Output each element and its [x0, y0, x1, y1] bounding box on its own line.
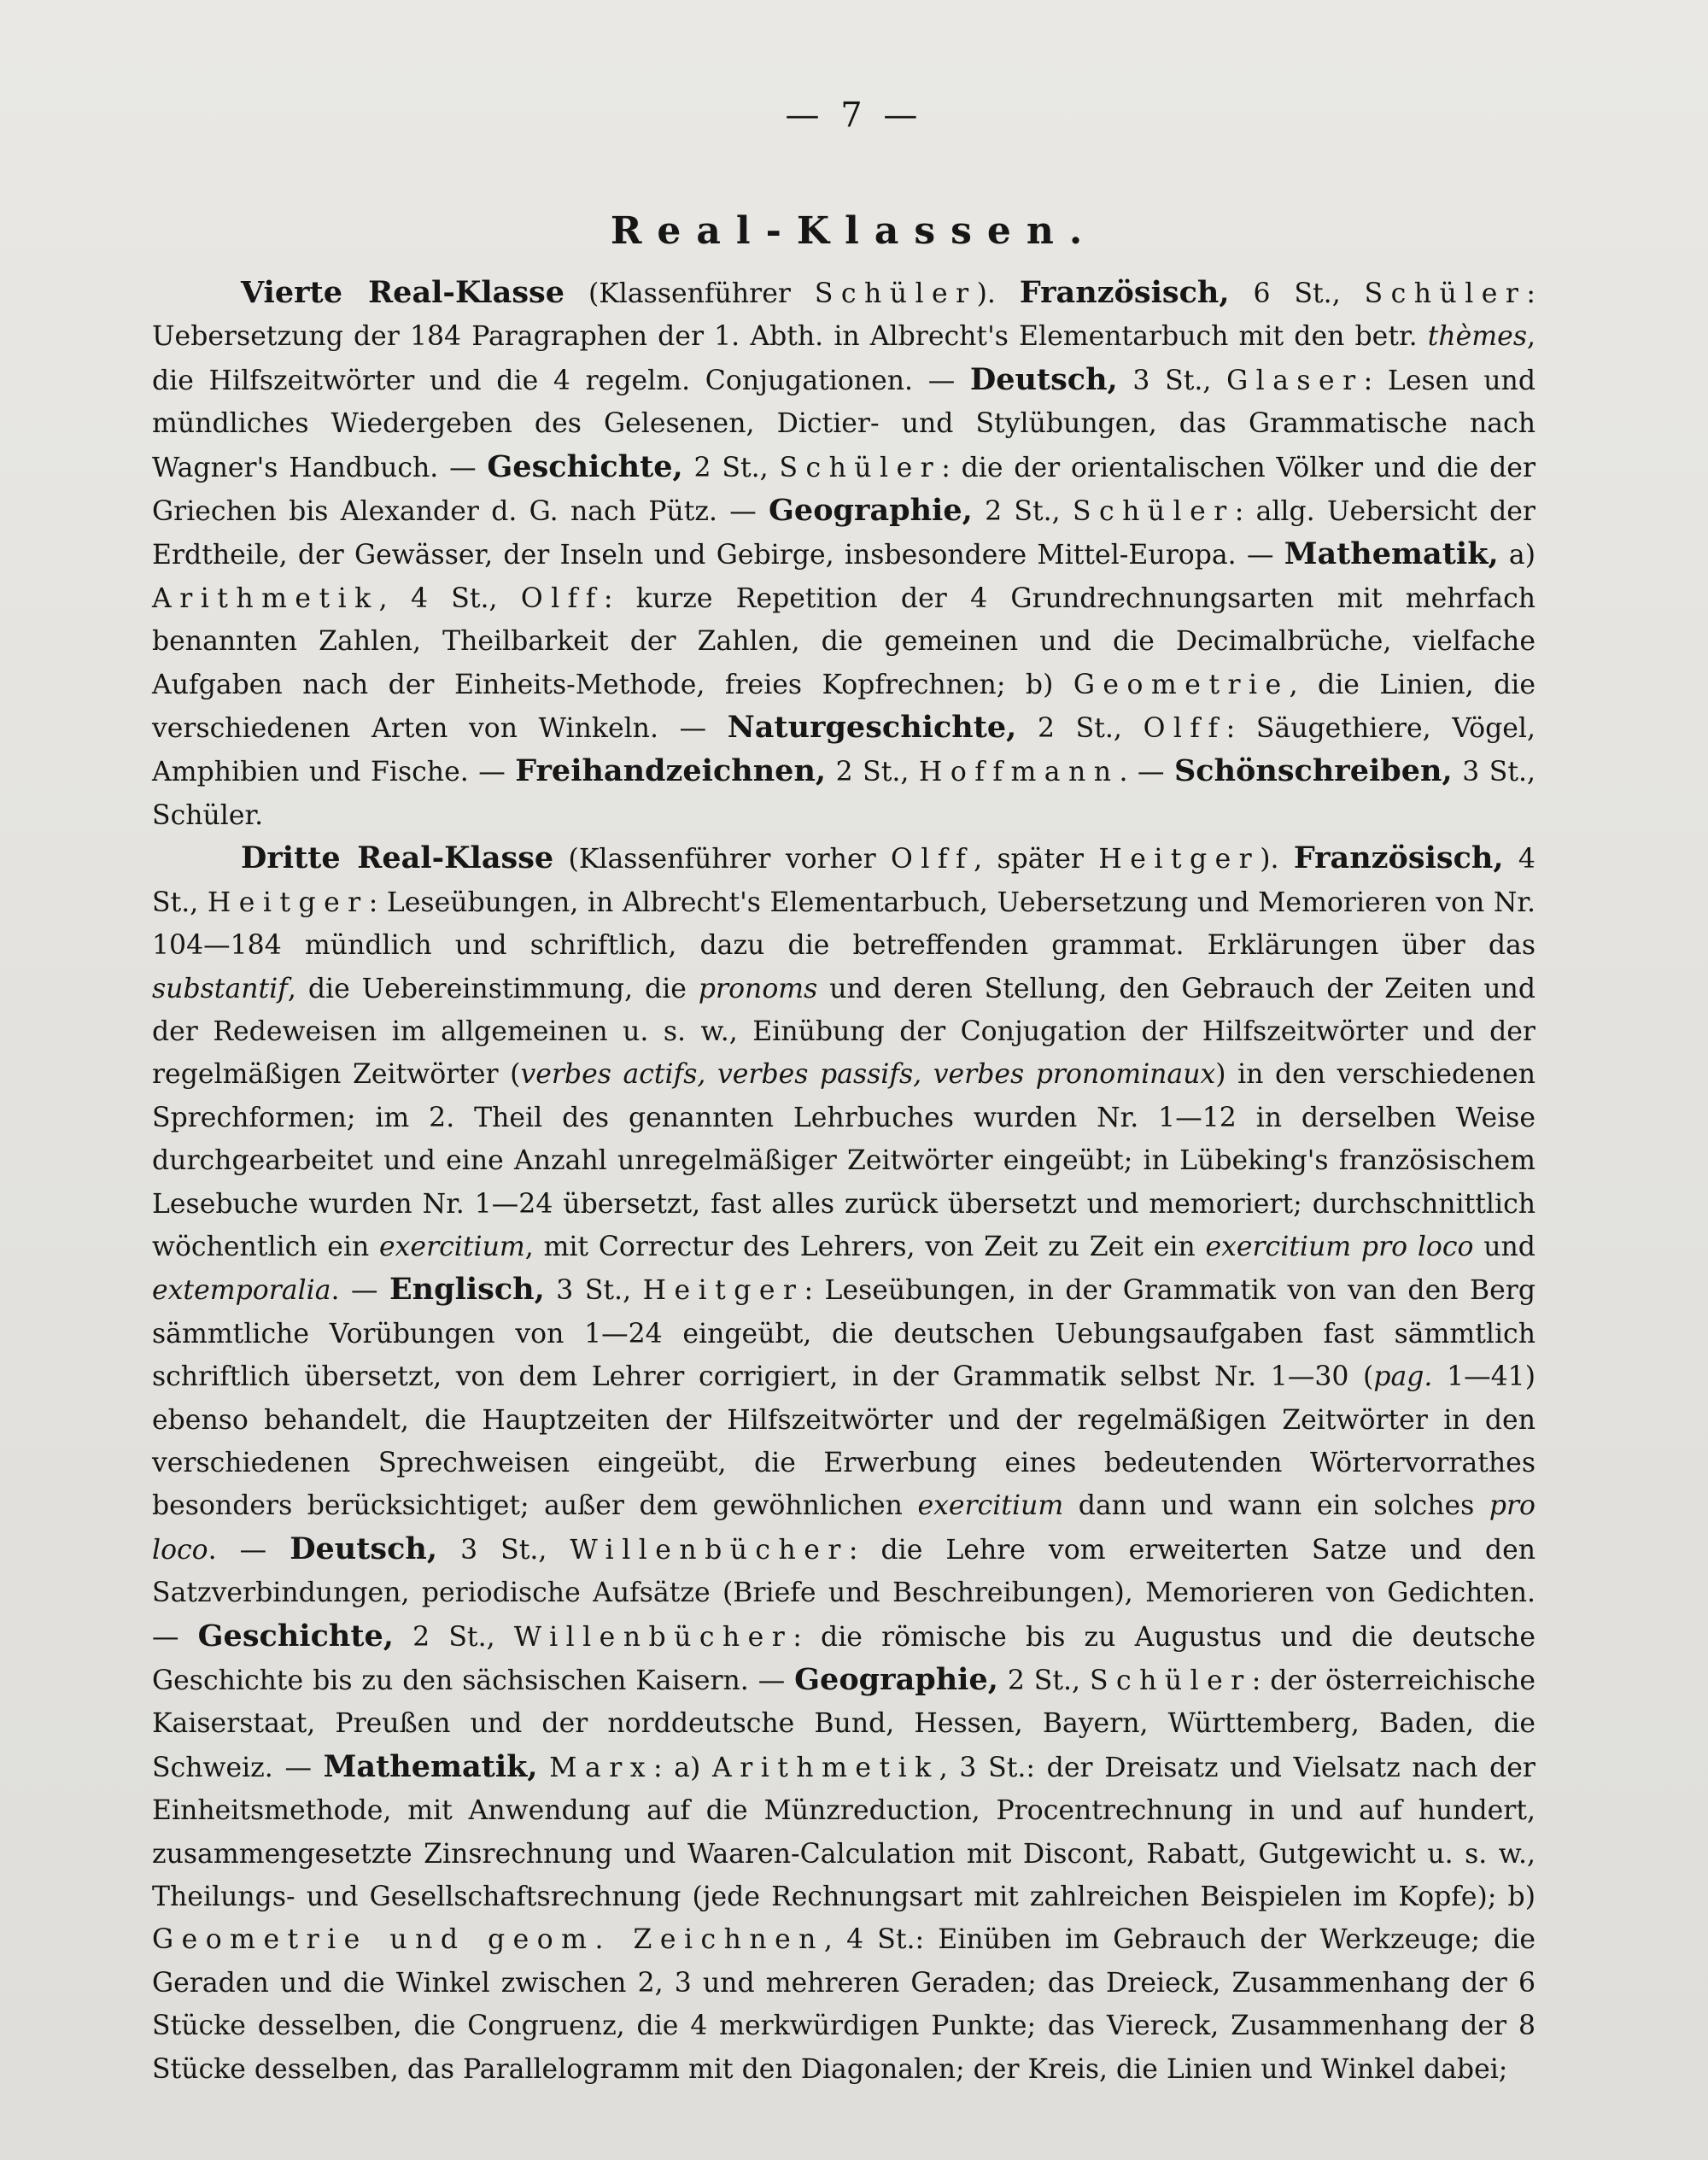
subject-heading: Deutsch,: [290, 1531, 438, 1566]
class-heading: Vierte Real-Klasse: [241, 275, 565, 310]
text-run: 3 St., Schüler.: [152, 757, 1535, 831]
text-run: 2 St.,: [972, 496, 1073, 528]
text-run: , die Hilfszeitwörter und die 4 regelm. Conjugationen. —: [152, 321, 1535, 396]
section-heading: Real-Klassen.: [610, 209, 1098, 253]
subject-heading: Freihandzeichnen,: [515, 753, 827, 789]
subject-heading: Mathematik,: [323, 1748, 538, 1784]
teacher-name: Schüler: [1072, 496, 1235, 528]
text-run: : Säugethiere, Vögel, Amphibien und Fische. —: [152, 713, 1536, 788]
text-run: . —: [1119, 757, 1175, 788]
paragraph-vierte-real-klasse: [152, 272, 1535, 837]
text-run: , 4 St.,: [378, 582, 521, 614]
latin-term: substantif: [152, 973, 288, 1004]
text-run: 3 St.,: [1117, 365, 1227, 396]
text-run: , später: [974, 844, 1099, 875]
teacher-name: Willenbücher: [513, 1621, 793, 1653]
text-run: 4 St.,: [152, 844, 1535, 918]
subtopic-name: Geometrie und geom. Zeichnen: [152, 1924, 824, 1956]
text-run: : Leseübungen, in der Grammatik von van den Berg sämmtliche Vorübungen von 1—24 eingeübt, die deutschen Uebungsaufgaben fast sämmtlich schriftlich übersetzt, von dem Lehrer corrigiert, in der Grammatik selbst Nr. 1—30 (: [152, 1275, 1535, 1393]
text-run: : allg. Uebersicht der Erdtheile, der Gewässer, der Inseln und Gebirge, insbesondere Mittel-Europa. —: [152, 496, 1535, 571]
text-run: : die römische bis zu Augustus und die deutsche Geschichte bis zu den sächsischen Kaisern. —: [152, 1621, 1535, 1696]
teacher-name: Hoffmann: [918, 757, 1120, 788]
text-run: : die Lehre vom erweiterten Satze und den Satzverbindungen, periodische Aufsätze (Briefe und Beschreibungen), Memorieren von Gedichten. —: [152, 1534, 1536, 1653]
subtopic-name: Arithmetik: [712, 1752, 939, 1783]
text-run: a): [1498, 540, 1535, 571]
text-run: : a): [652, 1752, 713, 1783]
text-run: 3 St.,: [544, 1275, 643, 1307]
teacher-name: Schüler: [779, 452, 942, 483]
latin-term: extemporalia: [152, 1275, 331, 1307]
text-run: 2 St.,: [682, 452, 780, 483]
subject-heading: Geographie,: [769, 493, 973, 529]
text-run: ).: [976, 278, 1020, 309]
latin-term: exercitium: [917, 1490, 1064, 1522]
teacher-name: Marx: [549, 1752, 653, 1783]
subject-heading: Geographie,: [794, 1662, 998, 1697]
teacher-name: Olff: [1143, 713, 1226, 745]
text-run: 2 St.,: [1016, 713, 1144, 745]
latin-term: thèmes: [1427, 321, 1527, 353]
text-run: 6 St.,: [1229, 278, 1365, 309]
subtopic-name: Geometrie: [1073, 669, 1290, 700]
latin-term: pronoms: [698, 973, 818, 1004]
text-run: , 3 St.: der Dreisatz und Vielsatz nach der Einheitsmethode, mit Anwendung auf die Münzreduction, Procentrechnung in und auf hundert, zusammengesetzte Zinsrechnung und Waaren-Calculation mit Discont, Rabatt, Gutgewicht u. s. w., Theilungs- und Gesellschaftsrechnung (jede Rechnungsart mit zahlreichen Beispielen im Kopfe); b): [152, 1752, 1535, 1913]
text-run: dann und wann ein solches: [1063, 1490, 1489, 1522]
body-text: [152, 272, 1535, 2091]
text-run: : kurze Repetition der 4 Grundrechnungsarten mit mehrfach benannten Zahlen, Theilbarkeit der Zahlen, die gemeinen und die Decimalbrüche, vielfache Aufgaben nach der Einheits-Methode, freies Kopfrechnen; b): [152, 582, 1535, 700]
text-run: 2 St.,: [393, 1621, 514, 1653]
text-run: ) in den verschiedenen Sprechformen; im 2. Theil des genannten Lehrbuches wurden Nr. 1—12 in derselben Weise durchgearbeitet und eine Anzahl unregelmäßiger Zeitwörter eingeübt; in Lübeking's französischem Lesebuche wurden Nr. 1—24 übersetzt, fast alles zurück übersetzt und memoriert; durchschnittlich wöchentlich ein: [152, 1059, 1535, 1262]
text-run: 1—41) ebenso behandelt, die Hauptzeiten der Hilfszeitwörter und der regelmäßigen Zeitwörter in den verschiedenen Sprechweisen eingeübt, die Erwerbung eines bedeutenden Wörtervorrathes besonders berücksichtiget; außer dem gewöhnlichen: [152, 1361, 1535, 1522]
text-run: , die Linien, die verschiedenen Arten von Winkeln. —: [152, 669, 1535, 745]
teacher-name: Olff: [520, 582, 604, 614]
text-run: : Leseübungen, in Albrecht's Elementarbuch, Uebersetzung und Memorieren von Nr. 104—184 mündlich und schriftlich, dazu die betreffenden grammat. Erklärungen über das: [152, 887, 1535, 962]
text-run: , 4 St.: Einüben im Gebrauch der Werkzeuge; die Geraden und die Winkel zwischen 2, 3 und mehreren Geraden; das Dreieck, Zusammenhang der 6 Stücke desselben, die Congruenz, die 4 merkwürdigen Punkte; das Viereck, Zusammenhang der 8 Stücke desselben, das Parallelogramm mit den Diagonalen; der Kreis, die Linien und Winkel dabei;: [152, 1924, 1535, 2085]
text-run: und: [1473, 1231, 1535, 1262]
paragraph-dritte-real-klasse: [152, 837, 1535, 2091]
text-run: , mit Correctur des Lehrers, von Zeit zu Zeit ein: [524, 1231, 1206, 1262]
subject-heading: Naturgeschichte,: [727, 710, 1017, 746]
subject-heading: Englisch,: [389, 1272, 545, 1308]
text-run: [538, 1753, 550, 1783]
subject-heading: Deutsch,: [969, 361, 1118, 397]
text-run: und deren Stellung, den Gebrauch der Zeiten und der Redeweisen im allgemeinen u. s. w., Einübung der Conjugation der Hilfszeitwörter und der regelmäßigen Zeitwörter (: [152, 973, 1536, 1091]
text-run: 3 St.,: [437, 1534, 570, 1566]
text-run: . —: [208, 1534, 290, 1566]
text-run: ).: [1260, 844, 1294, 875]
latin-term: pro loco: [152, 1490, 1535, 1566]
teacher-name: Olff: [891, 844, 974, 875]
subject-heading: Schönschreiben,: [1174, 753, 1453, 789]
subject-heading: Mathematik,: [1284, 536, 1499, 572]
teacher-name: Heitger: [207, 887, 369, 918]
teacher-name: Glaser: [1226, 365, 1364, 396]
teacher-name: Schüler: [1089, 1665, 1252, 1696]
text-run: , die Uebereinstimmung, die: [287, 973, 699, 1004]
text-run: : die der orientalischen Völker und die der Griechen bis Alexander d. G. nach Pütz. —: [152, 452, 1535, 528]
text-run: : Lesen und mündliches Wiedergeben des Gelesenen, Dictier- und Stylübungen, das Grammatische nach Wagner's Handbuch. —: [152, 365, 1535, 483]
latin-term: pag.: [1373, 1361, 1433, 1393]
text-run: : Uebersetzung der 184 Paragraphen der 1. Abth. in Albrecht's Elementarbuch mit den betr.: [152, 278, 1536, 353]
subject-heading: Französisch,: [1019, 275, 1230, 310]
subject-heading: Geschichte,: [197, 1618, 394, 1654]
text-run: 2 St.,: [997, 1665, 1090, 1696]
text-run: : der österreichische Kaiserstaat, Preußen und der norddeutsche Bund, Hessen, Bayern, Württemberg, Baden, die Schweiz. —: [152, 1665, 1536, 1783]
subtopic-name: Arithmetik: [152, 582, 379, 614]
latin-term: exercitium pro loco: [1205, 1231, 1474, 1262]
text-run: (Klassenführer vorher: [553, 844, 892, 875]
subject-heading: Geschichte,: [487, 448, 683, 484]
text-run: (Klassenführer: [564, 278, 815, 309]
text-run: . —: [330, 1275, 389, 1307]
subject-heading: Französisch,: [1293, 840, 1504, 876]
teacher-name: Schüler: [814, 278, 977, 309]
page-number: — 7 —: [785, 96, 923, 135]
teacher-name: Heitger: [642, 1275, 804, 1307]
latin-term: exercitium: [379, 1231, 525, 1262]
teacher-name: Heitger: [1098, 844, 1261, 875]
latin-term: verbes actifs, verbes passifs, verbes pronominaux: [520, 1059, 1216, 1091]
teacher-name: Schüler: [1364, 278, 1527, 309]
class-heading: Dritte Real-Klasse: [241, 840, 554, 876]
text-run: 2 St.,: [826, 757, 919, 788]
teacher-name: Willenbücher: [570, 1534, 849, 1566]
